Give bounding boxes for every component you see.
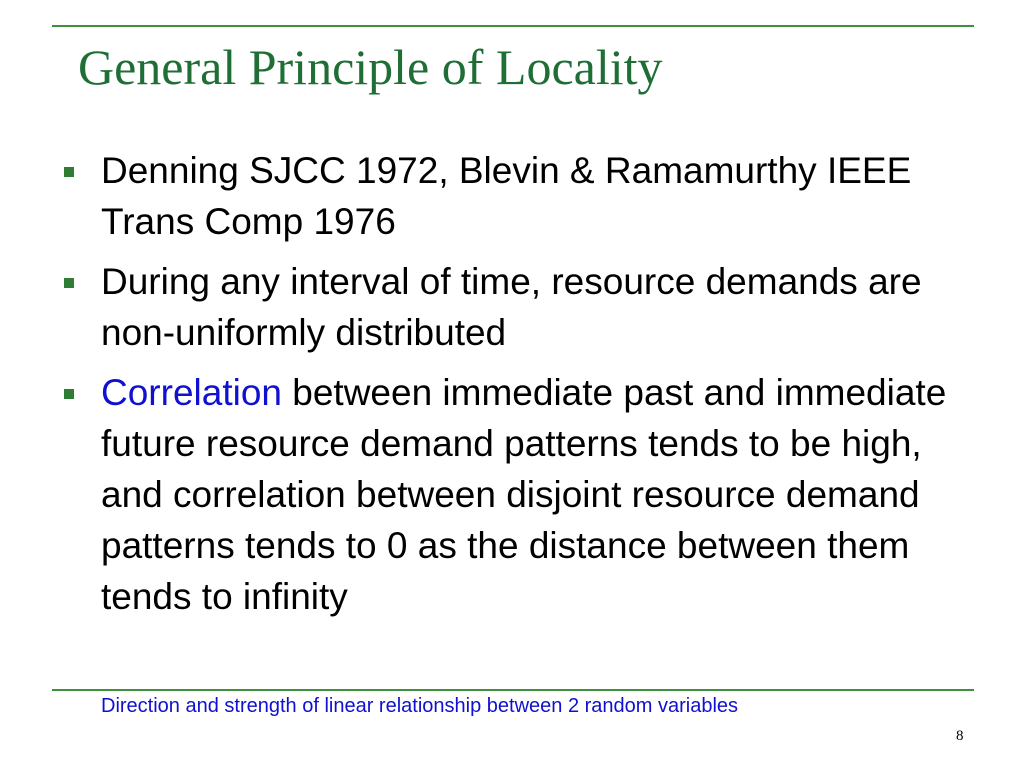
square-bullet-icon [64,389,74,399]
bullet-item [62,145,982,247]
square-bullet-icon [64,167,74,177]
highlighted-term: Correlation [101,372,282,413]
bullet-item [62,256,982,358]
bullet-list [62,145,982,631]
top-rule [52,25,974,27]
bullet-text: between immediate past and immediate future resource demand patterns tends to be high, and correlation between disjoint resource demand patterns tends to 0 as the distance between them tends to infinity [101,372,947,617]
footnote: Direction and strength of linear relationship between 2 random variables [101,695,739,717]
bullet-text: Denning SJCC 1972, Blevin & Ramamurthy IEEE Trans Comp 1976 [101,150,912,242]
slide-title: General Principle of Locality [78,39,663,95]
bullet-item [62,367,982,622]
page-number: 8 [956,728,964,744]
bottom-rule [52,689,974,691]
square-bullet-icon [64,278,74,288]
bullet-text: During any interval of time, resource demands are non-uniformly distributed [101,261,922,353]
